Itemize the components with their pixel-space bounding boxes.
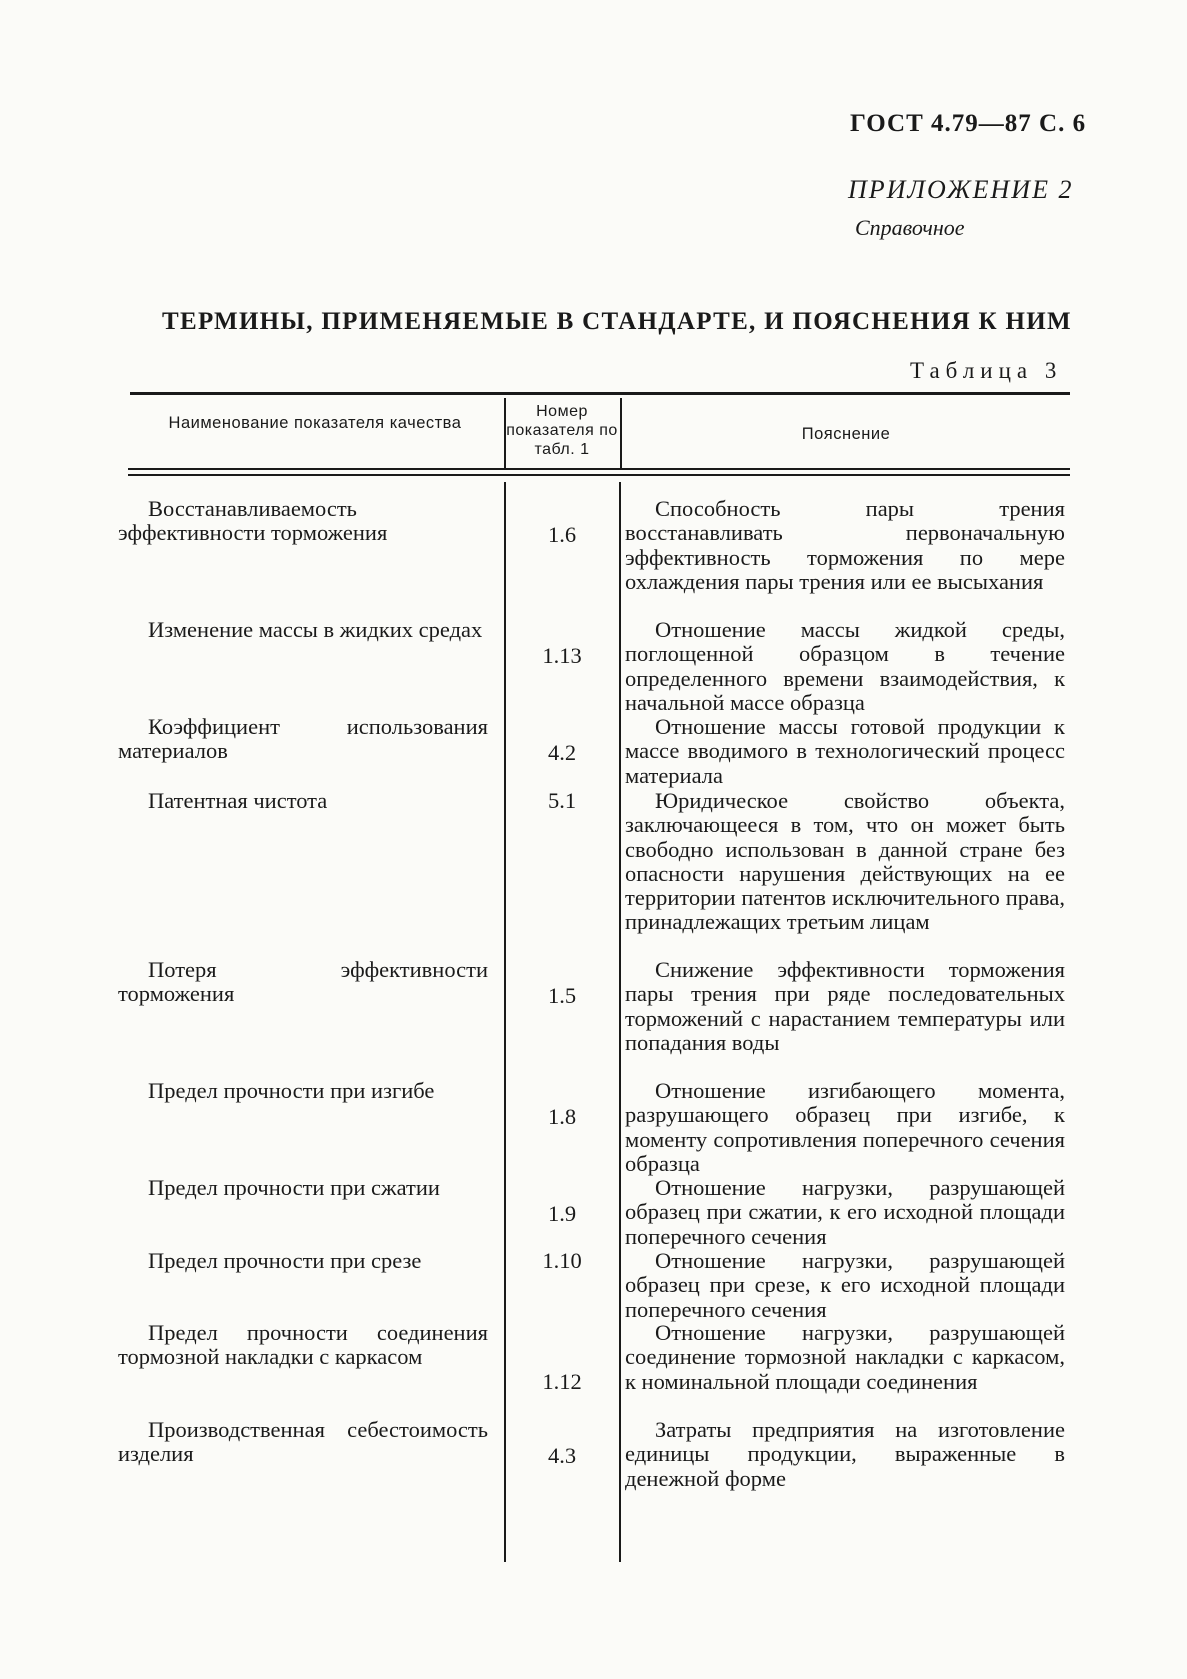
column-header-number: Номер показателя по табл. 1 xyxy=(506,403,618,458)
row-explanation: Снижение эффективности торможения пары трения при ряде последовательных торможений с нарастанием температуры или попадания воды xyxy=(625,957,1065,1055)
row-term: Коэффициент использования материалов xyxy=(118,714,488,764)
row-explanation: Отношение нагрузки, разрушающей образец при сжатии, к его исходной площади поперечного сечения xyxy=(625,1175,1065,1249)
row-explanation: Отношение массы жидкой среды, поглощенной образцом в течение определенного времени взаимодействия, к начальной массе образца xyxy=(625,617,1065,715)
row-explanation: Отношение изгибающего момента, разрушающего образец при изгибе, к моменту сопротивления поперечного сечения образца xyxy=(625,1078,1065,1176)
row-explanation: Отношение массы готовой продукции к массе вводимого в технологический процесс материала xyxy=(625,714,1065,788)
row-number: 1.12 xyxy=(542,1369,582,1394)
row-explanation: Затраты предприятия на изготовление единицы продукции, выраженные в денежной форме xyxy=(625,1417,1065,1491)
page-header-code: ГОСТ 4.79—87 С. 6 xyxy=(850,110,1087,137)
row-number: 1.6 xyxy=(547,522,577,547)
row-term: Патентная чистота xyxy=(148,788,328,813)
row-number: 4.3 xyxy=(547,1443,577,1468)
row-number: 1.9 xyxy=(547,1201,577,1226)
row-number: 1.10 xyxy=(542,1248,582,1273)
row-term: Изменение массы в жидких средах xyxy=(148,617,483,642)
column-header-explanation: Пояснение xyxy=(801,425,891,443)
row-explanation: Отношение нагрузки, разрушающей образец при срезе, к его исходной площади поперечного сечения xyxy=(625,1248,1065,1322)
row-term: Предел прочности при изгибе xyxy=(148,1078,435,1103)
row-number: 4.2 xyxy=(547,740,577,765)
row-number: 1.8 xyxy=(547,1104,577,1129)
body-divider-right xyxy=(619,482,621,1562)
column-header-name: Наименование показателя качества xyxy=(168,414,462,432)
table-label: Таблица 3 xyxy=(910,358,1063,383)
table-header-rule xyxy=(128,468,1070,470)
table-top-rule xyxy=(130,392,1070,395)
row-term: Производственная себестоимость изделия xyxy=(118,1417,488,1467)
row-term: Потеря эффективности торможения xyxy=(118,957,488,1007)
row-number: 1.13 xyxy=(542,643,582,668)
row-number: 1.5 xyxy=(547,983,577,1008)
row-explanation: Отношение нагрузки, разрушающей соединение тормозной накладки с каркасом, к номинальной площади соединения xyxy=(625,1320,1065,1394)
appendix-title: ПРИЛОЖЕНИЕ 2 xyxy=(848,175,1074,204)
row-number: 5.1 xyxy=(547,788,577,813)
row-term: Предел прочности соединения тормозной накладки с каркасом xyxy=(118,1320,488,1370)
row-explanation: Юридическое свойство объекта, заключающееся в том, что он может быть свободно использован в данной стране без опасности нарушения действующих на ее территории патентов исключительного права, принадлежащих третьим лицам xyxy=(625,788,1065,935)
row-term: Предел прочности при срезе xyxy=(148,1248,422,1273)
table-header-rule-double xyxy=(128,474,1070,476)
row-term: Предел прочности при сжатии xyxy=(148,1175,440,1200)
document-title: ТЕРМИНЫ, ПРИМЕНЯЕМЫЕ В СТАНДАРТЕ, И ПОЯСНЕНИЯ К НИМ xyxy=(162,308,1072,335)
appendix-note: Справочное xyxy=(855,215,965,240)
row-term: Восстанавливаемость эффективности торможения xyxy=(118,496,388,546)
row-explanation: Способность пары трения восстанавливать первоначальную эффективность торможения по мере охлаждения пары трения или ее высыхания xyxy=(625,496,1065,594)
